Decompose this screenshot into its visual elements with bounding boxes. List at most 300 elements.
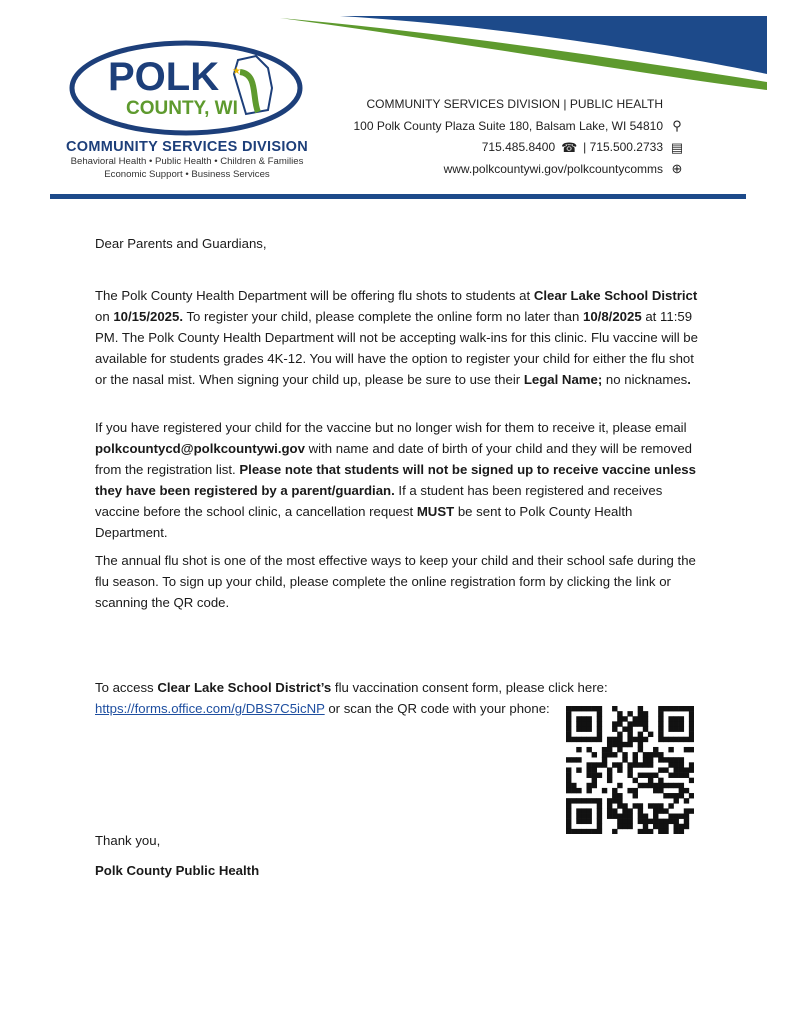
qr-module <box>648 783 653 788</box>
must: MUST <box>416 504 455 519</box>
qr-module <box>592 773 597 778</box>
qr-module <box>679 737 684 742</box>
qr-module <box>658 721 663 726</box>
qr-module <box>643 814 648 819</box>
qr-module <box>597 726 602 731</box>
qr-module <box>668 762 673 767</box>
qr-module <box>581 716 586 721</box>
globe-icon: ⊕ <box>671 161 683 177</box>
qr-module <box>617 737 622 742</box>
qr-module <box>622 757 627 762</box>
qr-module <box>679 716 684 721</box>
qr-module <box>617 767 622 772</box>
qr-module <box>663 706 668 711</box>
qr-module <box>658 716 663 721</box>
qr-module <box>668 793 673 798</box>
qr-module <box>617 783 622 788</box>
qr-module <box>627 808 632 813</box>
qr-module <box>638 732 643 737</box>
qr-module <box>674 814 679 819</box>
qr-module <box>592 762 597 767</box>
qr-module <box>679 793 684 798</box>
qr-module <box>633 793 638 798</box>
qr-module <box>566 732 571 737</box>
qr-module <box>643 819 648 824</box>
qr-module <box>648 778 653 783</box>
qr-module <box>566 819 571 824</box>
qr-module <box>571 788 576 793</box>
paragraph-clinic-info <box>95 285 705 390</box>
qr-module <box>633 721 638 726</box>
qr-module <box>576 737 581 742</box>
qr-module <box>674 757 679 762</box>
qr-module <box>612 814 617 819</box>
qr-module <box>581 798 586 803</box>
qr-module <box>581 726 586 731</box>
qr-module <box>622 803 627 808</box>
qr-module <box>653 747 658 752</box>
qr-module <box>658 706 663 711</box>
qr-module <box>622 752 627 757</box>
qr-module <box>668 737 673 742</box>
qr-module <box>581 819 586 824</box>
qr-module <box>622 814 627 819</box>
qr-module <box>638 711 643 716</box>
qr-module <box>617 742 622 747</box>
qr-module <box>674 716 679 721</box>
qr-module <box>581 737 586 742</box>
qr-module <box>622 808 627 813</box>
qr-module <box>679 814 684 819</box>
qr-module <box>586 716 591 721</box>
qr-module <box>607 752 612 757</box>
qr-module <box>668 706 673 711</box>
division-services-1: Behavioral Health • Public Health • Children & Families <box>70 156 304 167</box>
qr-module <box>612 726 617 731</box>
qr-module <box>689 747 694 752</box>
qr-module <box>602 788 607 793</box>
qr-module <box>679 767 684 772</box>
qr-module <box>597 711 602 716</box>
qr-module <box>576 726 581 731</box>
notice: Please note that students will not be signed up to receive vaccine unless they have been registered by a parent/guardian. <box>95 462 696 498</box>
qr-module <box>674 793 679 798</box>
qr-module <box>689 711 694 716</box>
qr-module <box>643 757 648 762</box>
qr-module <box>674 798 679 803</box>
qr-module <box>566 721 571 726</box>
qr-module <box>679 757 684 762</box>
closing: Thank you, <box>95 833 161 848</box>
qr-module <box>607 773 612 778</box>
qr-module <box>643 783 648 788</box>
school-name: Clear Lake School District <box>533 288 698 303</box>
qr-module <box>597 773 602 778</box>
qr-module <box>689 732 694 737</box>
qr-code[interactable] <box>566 706 694 834</box>
qr-module <box>576 788 581 793</box>
qr-module <box>566 773 571 778</box>
qr-module <box>684 824 689 829</box>
qr-module <box>627 814 632 819</box>
qr-module <box>638 721 643 726</box>
qr-module <box>684 706 689 711</box>
qr-module <box>617 819 622 824</box>
qr-module <box>658 783 663 788</box>
qr-module <box>653 783 658 788</box>
qr-module <box>586 706 591 711</box>
qr-module <box>643 824 648 829</box>
qr-module <box>592 706 597 711</box>
qr-module <box>633 757 638 762</box>
qr-module <box>602 762 607 767</box>
qr-module <box>617 762 622 767</box>
qr-module <box>668 757 673 762</box>
qr-module <box>576 819 581 824</box>
qr-module <box>674 783 679 788</box>
qr-module <box>638 808 643 813</box>
qr-module <box>612 798 617 803</box>
qr-module <box>586 773 591 778</box>
qr-module <box>648 732 653 737</box>
svg-text:POLK: POLK <box>108 55 220 99</box>
qr-module <box>617 747 622 752</box>
qr-module <box>684 798 689 803</box>
qr-module <box>674 767 679 772</box>
qr-module <box>602 752 607 757</box>
phone: 715.485.8400 <box>481 140 556 154</box>
qr-module <box>597 798 602 803</box>
qr-module <box>648 803 653 808</box>
qr-module <box>689 778 694 783</box>
qr-module <box>668 803 673 808</box>
qr-module <box>622 824 627 829</box>
qr-module <box>612 706 617 711</box>
qr-module <box>658 819 663 824</box>
qr-module <box>643 762 648 767</box>
qr-module <box>566 814 571 819</box>
qr-module <box>586 788 591 793</box>
qr-module <box>622 716 627 721</box>
qr-module <box>633 778 638 783</box>
qr-module <box>617 711 622 716</box>
qr-module <box>597 737 602 742</box>
qr-module <box>576 798 581 803</box>
qr-module <box>668 721 673 726</box>
text: no nicknames <box>602 372 688 387</box>
qr-module <box>597 814 602 819</box>
qr-module <box>653 814 658 819</box>
qr-module <box>586 747 591 752</box>
qr-module <box>617 716 622 721</box>
website[interactable]: www.polkcountywi.gov/polkcountycomms <box>443 161 663 176</box>
qr-module <box>658 808 663 813</box>
polk-county-logo <box>68 38 306 138</box>
qr-module <box>597 732 602 737</box>
qr-module <box>679 783 684 788</box>
clinic-date: 10/15/2025. <box>113 309 184 324</box>
qr-module <box>663 808 668 813</box>
qr-module <box>586 721 591 726</box>
qr-module <box>633 762 638 767</box>
qr-module <box>684 819 689 824</box>
text: on <box>95 309 114 324</box>
qr-module <box>658 803 663 808</box>
qr-module <box>638 737 643 742</box>
qr-module <box>622 819 627 824</box>
qr-module <box>586 737 591 742</box>
qr-module <box>627 767 632 772</box>
printer-icon: ▤ <box>670 139 684 155</box>
email-address[interactable]: polkcountycd@polkcountywi.gov <box>95 441 305 456</box>
qr-module <box>658 732 663 737</box>
qr-module <box>592 798 597 803</box>
qr-module <box>607 808 612 813</box>
qr-module <box>597 716 602 721</box>
qr-module <box>679 824 684 829</box>
text: . <box>687 372 691 387</box>
address: 100 Polk County Plaza Suite 180, Balsam Lake, WI 54810 <box>353 118 663 133</box>
qr-module <box>607 778 612 783</box>
text: at 11:59 PM. The Polk County Health Department will not be accepting walk-ins for this clinic. Flu vaccine will be available for students grades 4K-12. You will have the option to register your child for either the flu shot or the nasal mist. When signing your child up, please be sure to use their <box>95 309 698 387</box>
qr-module <box>638 814 643 819</box>
qr-module <box>653 752 658 757</box>
qr-module <box>617 803 622 808</box>
text: The Polk County Health Department will be offering flu shots to students at <box>95 288 534 303</box>
svg-text:COUNTY, WI: COUNTY, WI <box>126 98 238 119</box>
qr-module <box>612 737 617 742</box>
text: If a student has been registered and receives vaccine before the school clinic, a cancellation request <box>95 483 663 519</box>
qr-module <box>658 726 663 731</box>
qr-module <box>592 783 597 788</box>
qr-module <box>592 778 597 783</box>
qr-module <box>648 773 653 778</box>
qr-module <box>607 737 612 742</box>
qr-module <box>638 747 643 752</box>
qr-module <box>597 721 602 726</box>
qr-module <box>597 819 602 824</box>
qr-module <box>638 762 643 767</box>
qr-module <box>576 716 581 721</box>
qr-module <box>612 808 617 813</box>
qr-module <box>668 773 673 778</box>
qr-module <box>684 737 689 742</box>
qr-module <box>566 803 571 808</box>
text: If you have registered your child for the vaccine but no longer wish for them to receive it, please email <box>95 420 687 435</box>
qr-module <box>571 706 576 711</box>
qr-module <box>627 737 632 742</box>
qr-module <box>663 767 668 772</box>
qr-module <box>674 773 679 778</box>
qr-module <box>653 803 658 808</box>
qr-module <box>617 824 622 829</box>
division-title: COMMUNITY SERVICES DIVISION <box>65 139 309 155</box>
qr-module <box>617 798 622 803</box>
paragraph-benefits: The annual flu shot is one of the most effective ways to keep your child and their school safe during the flu season. To sign up your child, please complete the online registration form by clicking the link or scanning the QR code. <box>95 553 696 610</box>
qr-module <box>648 762 653 767</box>
qr-module <box>571 757 576 762</box>
qr-module <box>679 706 684 711</box>
qr-module <box>643 737 648 742</box>
qr-module <box>684 773 689 778</box>
qr-module <box>607 742 612 747</box>
qr-module <box>658 778 663 783</box>
qr-module <box>571 783 576 788</box>
qr-module <box>566 711 571 716</box>
qr-module <box>617 732 622 737</box>
fax: | 715.500.2733 <box>583 140 663 154</box>
qr-module <box>612 788 617 793</box>
qr-module <box>638 773 643 778</box>
qr-module <box>658 757 663 762</box>
qr-module <box>633 752 638 757</box>
telephone-icon: ☎ <box>561 139 578 155</box>
qr-module <box>566 757 571 762</box>
qr-module <box>607 814 612 819</box>
qr-module <box>663 819 668 824</box>
qr-module <box>627 732 632 737</box>
qr-module <box>674 726 679 731</box>
qr-module <box>648 819 653 824</box>
qr-module <box>668 726 673 731</box>
qr-module <box>607 798 612 803</box>
qr-module <box>674 706 679 711</box>
qr-module <box>658 752 663 757</box>
text: To register your child, please complete the online form no later than <box>183 309 584 324</box>
qr-module <box>633 716 638 721</box>
qr-module <box>679 762 684 767</box>
qr-module <box>597 803 602 808</box>
qr-module <box>566 824 571 829</box>
qr-module <box>668 819 673 824</box>
qr-module <box>638 706 643 711</box>
contact-heading: COMMUNITY SERVICES DIVISION | PUBLIC HEALTH <box>366 97 663 111</box>
qr-module <box>627 824 632 829</box>
qr-module <box>581 814 586 819</box>
school-name: Clear Lake School District’s <box>157 680 332 695</box>
qr-module <box>679 726 684 731</box>
qr-module <box>689 716 694 721</box>
qr-module <box>653 824 658 829</box>
qr-module <box>622 742 627 747</box>
qr-module <box>658 711 663 716</box>
qr-module <box>617 814 622 819</box>
qr-module <box>586 762 591 767</box>
qr-module <box>566 788 571 793</box>
qr-module <box>668 814 673 819</box>
paragraph-cancellation <box>95 417 705 543</box>
qr-module <box>586 767 591 772</box>
qr-module <box>689 767 694 772</box>
qr-module <box>597 762 602 767</box>
qr-module <box>571 798 576 803</box>
qr-module <box>566 706 571 711</box>
qr-module <box>571 737 576 742</box>
qr-module <box>689 706 694 711</box>
svg-text:★: ★ <box>232 66 241 77</box>
qr-module <box>566 808 571 813</box>
qr-module <box>607 767 612 772</box>
qr-module <box>627 819 632 824</box>
qr-module <box>597 706 602 711</box>
qr-module <box>592 767 597 772</box>
qr-module <box>684 747 689 752</box>
header-swoosh <box>280 12 770 92</box>
qr-module <box>663 757 668 762</box>
qr-module <box>643 716 648 721</box>
qr-module <box>576 757 581 762</box>
qr-module <box>566 778 571 783</box>
qr-module <box>627 773 632 778</box>
qr-module <box>607 747 612 752</box>
map-pin-icon: ⚲ <box>672 118 682 134</box>
qr-module <box>668 716 673 721</box>
qr-module <box>689 737 694 742</box>
qr-module <box>612 742 617 747</box>
qr-module <box>663 824 668 829</box>
qr-module <box>668 783 673 788</box>
qr-module <box>689 726 694 731</box>
text: or scan the QR code with your phone: <box>324 701 550 716</box>
consent-form-link[interactable]: https://forms.office.com/g/DBS7C5icNP <box>95 701 325 716</box>
qr-module <box>612 793 617 798</box>
legal-name: Legal Name; <box>523 372 603 387</box>
qr-module <box>648 752 653 757</box>
qr-module <box>627 711 632 716</box>
qr-module <box>576 721 581 726</box>
division-block <box>62 139 312 181</box>
qr-module <box>658 767 663 772</box>
qr-module <box>602 747 607 752</box>
qr-module <box>581 721 586 726</box>
qr-module <box>586 814 591 819</box>
qr-module <box>586 783 591 788</box>
qr-module <box>674 819 679 824</box>
qr-module <box>663 737 668 742</box>
qr-module <box>602 757 607 762</box>
qr-module <box>658 737 663 742</box>
qr-module <box>597 808 602 813</box>
qr-module <box>576 808 581 813</box>
qr-module <box>668 747 673 752</box>
qr-module <box>627 762 632 767</box>
qr-module <box>679 788 684 793</box>
qr-module <box>638 783 643 788</box>
qr-module <box>638 742 643 747</box>
qr-module <box>586 798 591 803</box>
qr-module <box>566 737 571 742</box>
qr-module <box>612 721 617 726</box>
qr-module <box>643 711 648 716</box>
salutation: Dear Parents and Guardians, <box>95 236 267 251</box>
qr-module <box>684 814 689 819</box>
qr-module <box>586 819 591 824</box>
qr-module <box>576 706 581 711</box>
division-services-2: Economic Support • Business Services <box>104 168 270 180</box>
qr-module <box>612 752 617 757</box>
qr-module <box>633 803 638 808</box>
qr-module <box>566 726 571 731</box>
qr-module <box>627 742 632 747</box>
qr-module <box>566 767 571 772</box>
deadline-date: 10/8/2025 <box>583 309 642 324</box>
qr-module <box>684 808 689 813</box>
qr-module <box>638 819 643 824</box>
qr-module <box>643 726 648 731</box>
qr-module <box>586 726 591 731</box>
qr-module <box>684 788 689 793</box>
qr-module <box>592 737 597 742</box>
